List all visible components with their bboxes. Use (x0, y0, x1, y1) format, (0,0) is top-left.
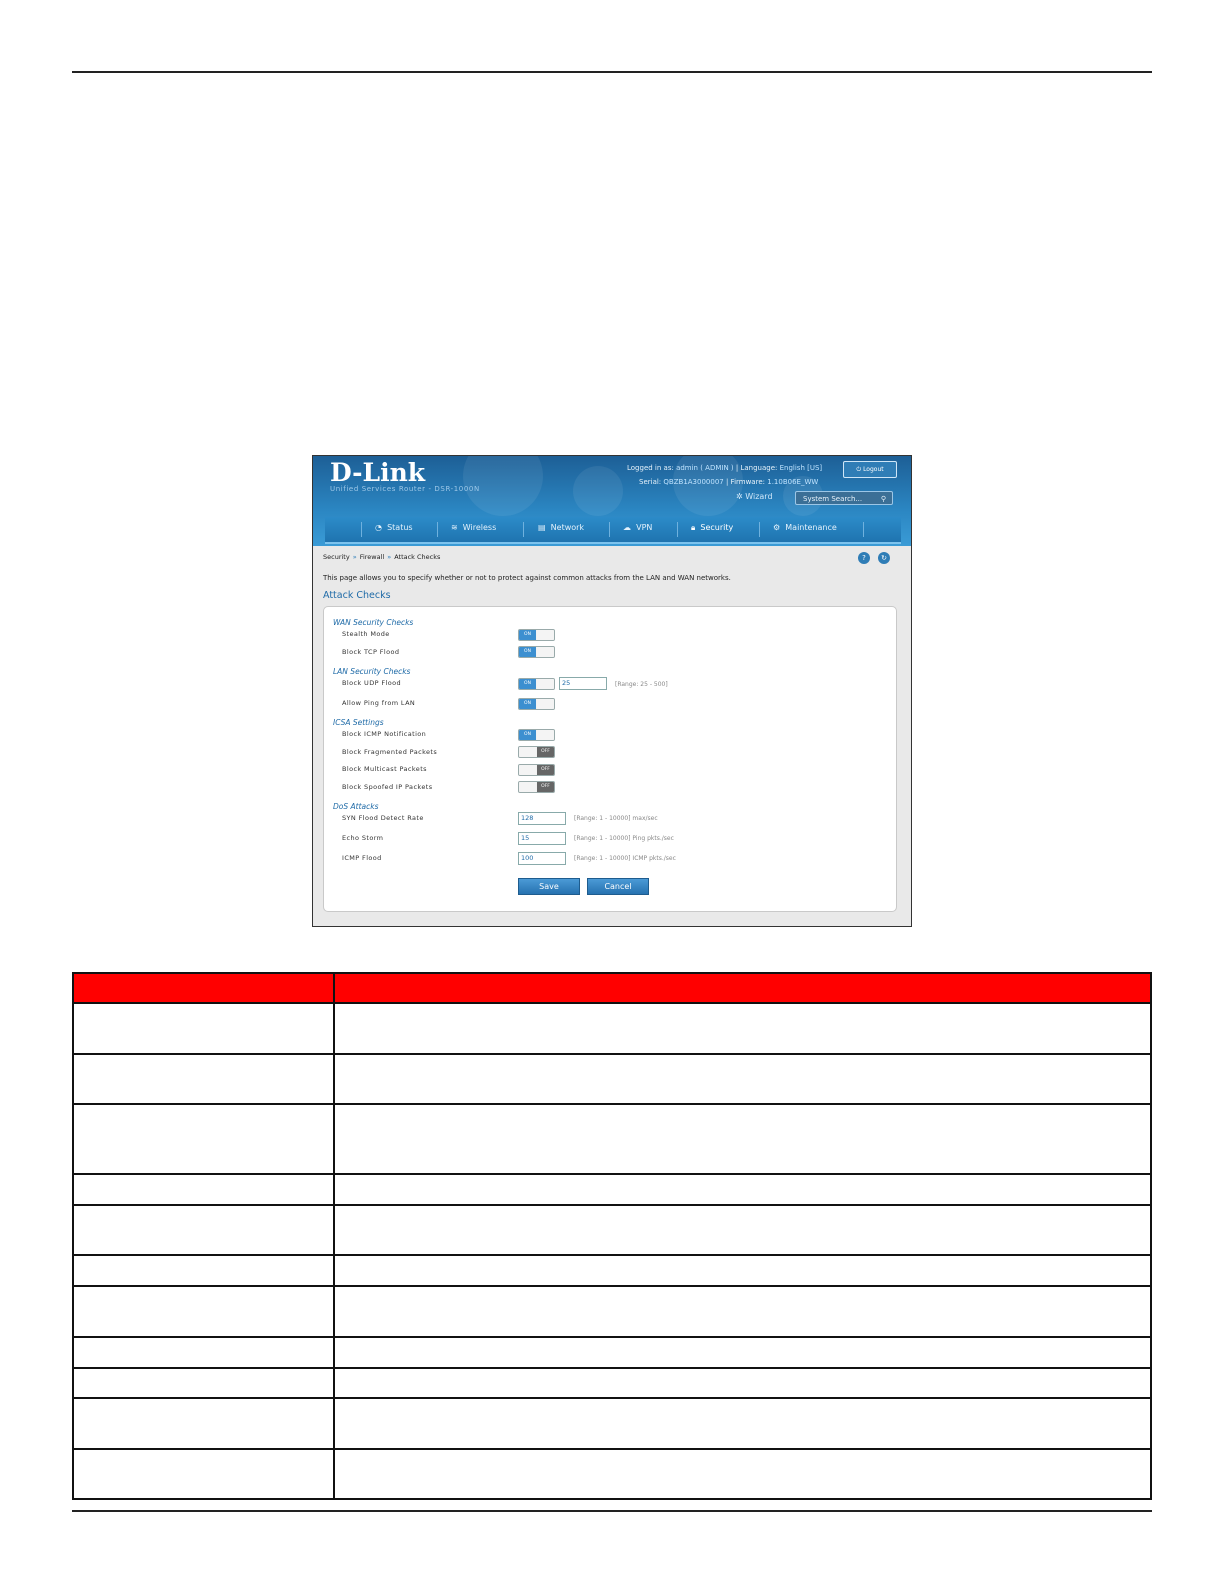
dos-section-title: DoS Attacks (333, 802, 379, 811)
nav-network[interactable]: ▤ Network (538, 523, 585, 532)
brand-logo: D-Link (330, 458, 426, 487)
firmware-value: 1.10B06E_WW (767, 478, 819, 486)
top-rule (72, 71, 1152, 73)
help-icon[interactable]: ? (858, 552, 870, 564)
icmp-flood-range: [Range: 1 - 10000] ICMP pkts./sec (574, 855, 676, 862)
save-button[interactable]: Save (518, 878, 580, 895)
lock-icon: 🔒︎ (691, 523, 696, 532)
tcp-flood-toggle[interactable]: ON (518, 646, 555, 658)
icsa-section-title: ICSA Settings (333, 718, 384, 727)
wan-section-title: WAN Security Checks (333, 618, 414, 627)
nav-vpn[interactable]: ☁ VPN (623, 523, 653, 532)
echo-storm-label: Echo Storm (342, 834, 384, 842)
wifi-icon: ≋ (451, 523, 458, 532)
tcp-flood-label: Block TCP Flood (342, 648, 400, 656)
icmp-flood-label: ICMP Flood (342, 854, 382, 862)
ping-lan-toggle[interactable]: ON (518, 698, 555, 710)
table-header-row (73, 973, 1151, 1003)
table-row (73, 1104, 1151, 1174)
icmp-notification-toggle[interactable]: ON (518, 729, 555, 741)
table-row (73, 1337, 1151, 1368)
gauge-icon: ◔ (375, 523, 382, 532)
syn-rate-label: SYN Flood Detect Rate (342, 814, 424, 822)
main-nav (325, 517, 901, 544)
table-row (73, 1449, 1151, 1499)
serial-value: QBZB1A3000007 (663, 478, 724, 486)
icmp-notification-label: Block ICMP Notification (342, 730, 427, 738)
language-link[interactable]: English [US] (779, 464, 823, 472)
lan-section-title: LAN Security Checks (333, 667, 411, 676)
intro-text: This page allows you to specify whether or not to protect against common attacks from the LAN and WAN networks. (323, 574, 731, 582)
fragmented-toggle[interactable]: OFF (518, 746, 555, 758)
router-screenshot (312, 455, 912, 927)
cancel-button[interactable]: Cancel (587, 878, 649, 895)
description-table (72, 972, 1152, 1500)
header-banner (313, 456, 911, 546)
fragmented-label: Block Fragmented Packets (342, 748, 438, 756)
table-row (73, 1286, 1151, 1337)
stealth-mode-toggle[interactable]: ON (518, 629, 555, 641)
table-row (73, 1205, 1151, 1255)
nav-wireless[interactable]: ≋ Wireless (451, 523, 497, 532)
refresh-icon[interactable]: ↻ (878, 552, 890, 564)
multicast-label: Block Multicast Packets (342, 765, 427, 773)
udp-flood-label: Block UDP Flood (342, 679, 402, 687)
bottom-rule (72, 1510, 1152, 1512)
stealth-mode-label: Stealth Mode (342, 630, 390, 638)
search-icon: ⚲ (880, 495, 886, 503)
table-row (73, 1398, 1151, 1449)
table-row (73, 1368, 1151, 1398)
table-row (73, 1255, 1151, 1286)
logout-button[interactable]: ⏻ Logout (843, 461, 897, 478)
nav-security[interactable]: 🔒︎ Security (691, 523, 734, 532)
ping-lan-label: Allow Ping from LAN (342, 699, 416, 707)
crumb-firewall[interactable]: Firewall (359, 553, 385, 561)
echo-storm-range: [Range: 1 - 10000] Ping pkts./sec (574, 835, 674, 842)
nav-maintenance[interactable]: ⚙ Maintenance (773, 523, 837, 532)
attack-checks-panel (323, 606, 897, 912)
multicast-toggle[interactable]: OFF (518, 764, 555, 776)
table-row (73, 1003, 1151, 1054)
wand-icon: ✲ (736, 492, 743, 501)
device-info: Serial: QBZB1A3000007 | Firmware: 1.10B06E_WW (639, 478, 819, 486)
table-row (73, 1054, 1151, 1104)
table-row (73, 1174, 1151, 1205)
logged-user: admin ( ADMIN ) (676, 464, 734, 472)
icmp-flood-input[interactable]: 100 (518, 852, 566, 865)
network-icon: ▤ (538, 523, 546, 532)
crumb-security[interactable]: Security (323, 553, 350, 561)
cloud-icon: ☁ (623, 523, 631, 532)
page-title: Attack Checks (323, 590, 391, 601)
nav-status[interactable]: ◔ Status (375, 523, 413, 532)
breadcrumb: Security » Firewall » Attack Checks (323, 553, 441, 561)
udp-flood-input[interactable]: 25 (559, 677, 607, 690)
spoofed-label: Block Spoofed IP Packets (342, 783, 433, 791)
product-name: Unified Services Router - DSR-1000N (330, 485, 480, 493)
crumb-current: Attack Checks (394, 553, 441, 561)
system-search-input[interactable]: System Search... ⚲ (795, 491, 893, 505)
wizard-link[interactable]: ✲ Wizard (736, 492, 773, 501)
udp-flood-range: [Range: 25 - 500] (615, 681, 668, 688)
gears-icon: ⚙ (773, 523, 781, 532)
udp-flood-toggle[interactable]: ON (518, 678, 555, 690)
syn-rate-input[interactable]: 128 (518, 812, 566, 825)
echo-storm-input[interactable]: 15 (518, 832, 566, 845)
power-icon: ⏻ (856, 466, 862, 473)
login-info: Logged in as: admin ( ADMIN ) | Language: English [US] (627, 464, 823, 472)
syn-rate-range: [Range: 1 - 10000] max/sec (574, 815, 658, 822)
spoofed-toggle[interactable]: OFF (518, 781, 555, 793)
